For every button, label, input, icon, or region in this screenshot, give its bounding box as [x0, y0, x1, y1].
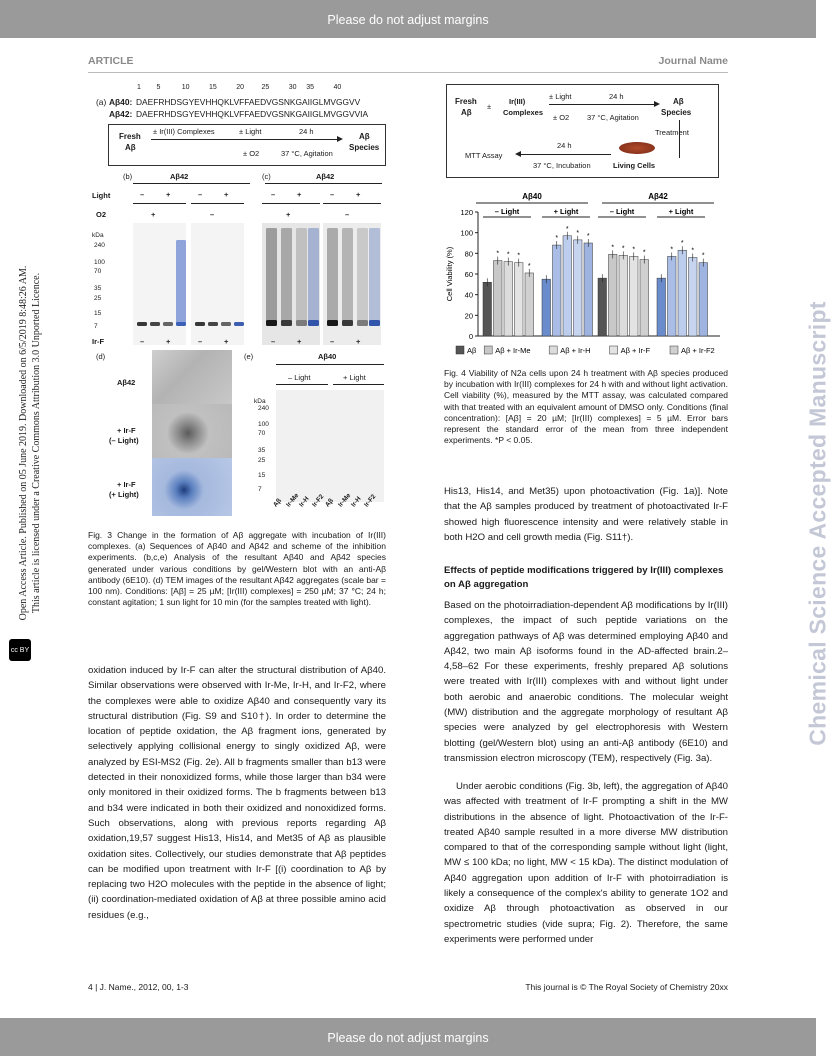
accepted-manuscript-watermark: Chemical Science Accepted Manuscript: [804, 301, 831, 746]
y-tick-label-60: 60: [464, 270, 473, 279]
mw-marker-25: 25: [94, 295, 102, 302]
bar-2-3: [630, 256, 639, 336]
panel-e-mw-marker-25: 25: [258, 457, 266, 464]
irf-sign-4: –: [271, 337, 276, 346]
panel-e-mw-marker-15: 15: [258, 472, 266, 479]
row-light-label: Light: [92, 191, 111, 200]
y-tick-label-0: 0: [468, 332, 473, 341]
scheme-fresh: Fresh: [119, 132, 141, 141]
tem-irf-dark-label2: (– Light): [109, 436, 139, 445]
mw-marker-7: 7: [94, 323, 98, 330]
bar-2-0: [598, 278, 607, 336]
light-sign-6: –: [330, 190, 335, 199]
gel-b1-band-2: [163, 322, 173, 326]
ab42-label: Aβ42:: [109, 109, 133, 119]
legend-swatch-2: [549, 346, 557, 354]
panel-e-rule: [276, 364, 384, 365]
legend-label-1: Aβ + Ir-Me: [495, 346, 531, 355]
light-sign-4: –: [271, 190, 276, 199]
mw-marker-100: 100: [94, 259, 105, 266]
irf-sign-5: +: [297, 337, 302, 346]
sig-star-0-4: *: [527, 262, 531, 270]
group-label-0-0: – Light: [494, 207, 520, 216]
bar-1-4: [584, 243, 593, 336]
scheme-24h: 24 h: [299, 127, 314, 136]
light-sign-2: –: [198, 190, 203, 199]
gel-b2-band-1: [208, 322, 218, 326]
sig-star-2-3: *: [632, 246, 636, 254]
gel-e: [276, 390, 384, 502]
viability-chart: [440, 190, 730, 362]
gel-b1-band-1: [150, 322, 160, 326]
gel-b2-band-2: [221, 322, 231, 326]
panel-e-mw-marker-35: 35: [258, 447, 266, 454]
bar-3-4: [699, 263, 708, 336]
panel-d-label: (d): [96, 352, 106, 361]
tem-image-irf-dark: [152, 404, 232, 462]
gel-b2-band-3: [234, 322, 244, 326]
mw-marker-35: 35: [94, 285, 102, 292]
gel-c1-smear-3: [308, 228, 319, 326]
bar-3-1: [668, 256, 677, 336]
irf-sign-2: –: [198, 337, 203, 346]
panel-e-lane-7: Ir-F2: [363, 493, 378, 509]
gel-b1-smear: [176, 240, 186, 325]
para-1-text: His13, His14, and Met35) upon photoactivation (Fig. 1a)]. Note that the Aβ samples produced by treatment of photoactivated Ir-F showed high fluorescence intensity and were relatively stable in both H2O and cell growth media (Fig. S11†).: [444, 486, 728, 543]
gel-b2-band-0: [195, 322, 205, 326]
panel-e-label: (e): [244, 352, 254, 361]
right-column-para-1: [444, 484, 728, 545]
scheme-light: ± Light: [239, 127, 262, 136]
sig-star-1-2: *: [565, 225, 569, 233]
scheme-species-ab: Aβ: [359, 132, 370, 141]
mtt-arrowhead-1: [654, 101, 660, 107]
residue-positions: 1 5 10 15 20 25 30 35 40: [137, 84, 342, 91]
bar-3-2: [678, 250, 687, 336]
panel-title-0: Aβ40: [522, 192, 542, 201]
gel-c1-smear-2: [296, 228, 307, 326]
gel-c1-smear-0: [266, 228, 277, 326]
mtt-ab: Aβ: [461, 108, 472, 117]
para-3-text: Under aerobic conditions (Fig. 3b, left), the aggregation of Aβ40 was affected with treatment of Ir-F prompting a shift in the MW distributions in the absence of light. Photoactivation of the Ir-F-treated Aβ40 sample resulted in a more diverse MW distribution compared to that of the corresponding sample without light (light, MW ≤ 100 kDa; no light, MW < 15 kDa). The distinct modulation of Aβ40 aggregation upon addition of Ir-F with photoirradiation is likely a consequence of the complex's ability to generate 1O2 and oxidize Aβ through photoactivation as observed in our spectrometric studies (vide supra; Fig. 2). Therefore, the same experiments were performed under: [444, 781, 728, 945]
panel-e-lane-4: Aβ: [324, 497, 335, 509]
mtt-assay: MTT Assay: [465, 151, 503, 160]
scheme-ab: Aβ: [125, 143, 136, 152]
mw-marker-15: 15: [94, 310, 102, 317]
gel-c1-band-2: [296, 320, 307, 326]
gel-c2-band-2: [357, 320, 368, 326]
tem-irf-dark-label1: + Ir-F: [117, 426, 136, 435]
left-para-text: oxidation induced by Ir-F can alter the structural distribution of Aβ40. Similar observations were observed with Ir-Me, Ir-H, and Ir-F2, where the complexes were able to oxidize Aβ40 and consequently vary its structural distribution (Fig. S9 and S10†). In order to determine the location of peptide oxidation, the Aβ fragment ions, generated by selectively applying collisional energy to singly oxidized Aβ, were analyzed by ESI-MS2 (Fig. 2e). All b fragments smaller than b13 were detected in their nonoxidized forms, while those larger than b34 were only monitored in their oxidized forms. The b fragments between b13 and b34 were indicated in both their oxidized and nonoxidized forms. Such observations, along with previous reports regarding Aβ oxidation,19,57 suggest His13, His14, and Met35 of Aβ as plausible oxidation sites. Collectively, our studies demonstrate that Aβ peptides can be modified upon treatment with Ir-F [(i) coordination to Aβ by replacing two H2O molecules with the peptide in the absence of light; (ii) coordination-mediated oxidation of Aβ at three possible amino acid residues (e.g.,: [88, 665, 386, 921]
gel-c2-band-0: [327, 320, 338, 326]
mtt-arrow-1: [549, 104, 657, 105]
legend-label-4: Aβ + Ir-F2: [681, 346, 715, 355]
sig-star-0-3: *: [517, 252, 521, 260]
mtt-species: Species: [661, 108, 692, 117]
sig-star-0-1: *: [496, 250, 500, 258]
panel-e-lane-5: Ir-Me: [337, 492, 353, 509]
row-irf-label: Ir-F: [92, 337, 105, 346]
bar-0-4: [525, 273, 534, 336]
mtt-arrowhead-2: [515, 151, 521, 157]
gel-c2-band-3: [369, 320, 380, 326]
ab40-label: Aβ40:: [109, 97, 133, 107]
gel-c1-band-1: [281, 320, 292, 326]
panel-c-label: (c): [262, 172, 271, 181]
scheme-ir-complexes: ± Ir(III) Complexes: [153, 127, 215, 136]
panel-e-mw-marker-240: 240: [258, 405, 269, 412]
sig-star-3-3: *: [691, 247, 695, 255]
right-column-para-3: [444, 779, 728, 947]
irf-sign-7: +: [356, 337, 361, 346]
panel-e-lane-3: Ir-F2: [311, 493, 326, 509]
mtt-o2: ± O2: [553, 113, 570, 122]
ab40-sequence: DAEFRHDSGYEVHHQKLVFFAEDVGSNKGAIIGLMVGGVV: [136, 97, 361, 107]
y-tick-label-100: 100: [460, 228, 473, 238]
panel-e-dark-rule: [276, 384, 328, 385]
o2-sign-0: +: [151, 210, 156, 219]
panel-title-1: Aβ42: [648, 192, 668, 201]
legend-label-0: Aβ: [467, 346, 477, 355]
bar-1-0: [542, 279, 551, 336]
group-label-1-1: + Light: [668, 207, 694, 216]
panel-e-mw-marker-7: 7: [258, 486, 262, 493]
sig-star-2-1: *: [611, 244, 615, 252]
irf-sign-3: +: [224, 337, 229, 346]
tem-image-irf-light: [152, 458, 232, 516]
light-sign-0: –: [140, 190, 145, 199]
legend-label-3: Aβ + Ir-F: [620, 346, 651, 355]
panel-c-title: Aβ42: [316, 172, 335, 181]
bar-0-0: [483, 282, 492, 336]
scheme-conditions: 37 °C, Agitation: [281, 149, 333, 158]
gel-c1-smear-1: [281, 228, 292, 326]
scheme-species: Species: [349, 143, 380, 152]
fig3-caption-text: Fig. 3 Change in the formation of Aβ aggregate with incubation of Ir(III) complexes. (a) Sequences of Aβ40 and Aβ42 and scheme of the inhibition experiments. (b,c,e) Analysis of the resultant Aβ40 and Aβ42 species generated under various conditions by gel/Western blot with an anti-Aβ antibody (6E10). (d) TEM images of the resultant Aβ42 aggregates (scale bar = 100 nm). Conditions: [Aβ] = 25 µM; [Ir(III) complexes] = 250 µM; 37 °C; 24 h; constant agitation; 1 sun light for 10 min (for the samples treated with light).: [88, 530, 386, 608]
bar-3-3: [689, 257, 698, 336]
mtt-living-cells: Living Cells: [613, 161, 656, 170]
panel-e-mw-marker-70: 70: [258, 430, 266, 437]
panel-e-lane-6: Ir-H: [350, 495, 363, 509]
mtt-scheme: [446, 84, 719, 178]
sig-star-3-2: *: [680, 240, 684, 248]
bar-1-2: [563, 236, 572, 336]
panel-b-label: (b): [123, 172, 133, 181]
header-article: ARTICLE: [88, 55, 134, 67]
sig-star-3-1: *: [670, 246, 674, 254]
tem-irf-light-label2: (+ Light): [109, 490, 139, 499]
open-access-line: Open Access Article. Published on 05 June 2019. Downloaded on 6/5/2019 8:48:26 AM.: [18, 265, 29, 621]
bar-1-1: [553, 245, 562, 336]
sig-star-2-2: *: [621, 245, 625, 253]
scheme-o2: ± O2: [243, 149, 260, 158]
license-line: This article is licensed under a Creative Commons Attribution 3.0 Unported Licence.: [31, 272, 42, 614]
irf-sign-6: –: [330, 337, 335, 346]
mtt-cond: 37 °C, Agitation: [587, 113, 639, 122]
tem-ab42-label: Aβ42: [117, 378, 136, 387]
sig-star-3-4: *: [701, 252, 705, 260]
legend-label-2: Aβ + Ir-H: [560, 346, 591, 355]
light-sign-1: +: [166, 190, 171, 199]
mw-marker-70: 70: [94, 268, 102, 275]
panel-e-kda: kDa: [254, 398, 266, 405]
legend-swatch-1: [484, 346, 492, 354]
o2-sign-3: –: [345, 210, 350, 219]
bar-1-3: [574, 240, 583, 336]
mtt-irc2: Complexes: [503, 108, 544, 117]
cc-by-icon: cc BY: [9, 639, 31, 661]
tem-irf-light-label1: + Ir-F: [117, 480, 136, 489]
panel-e-mw-marker-100: 100: [258, 421, 269, 428]
irf-sign-0: –: [140, 337, 145, 346]
gel-c2-smear-1: [342, 228, 353, 326]
legend-swatch-4: [670, 346, 678, 354]
row-o2-label: O2: [96, 210, 107, 219]
legend-swatch-3: [610, 346, 618, 354]
bar-2-2: [619, 255, 628, 336]
kda-label: kDa: [92, 232, 104, 239]
y-axis-label: Cell Viability (%): [445, 246, 454, 302]
ab42-sequence: DAEFRHDSGYEVHHQKLVFFAEDVGSNKGAIIGLMVGGVVIA: [136, 109, 369, 119]
left-column-para: [88, 663, 386, 923]
bottom-margin-band: Please do not adjust margins: [0, 1018, 816, 1056]
mtt-fresh: Fresh: [455, 97, 477, 106]
gel-c2-smear-3: [369, 228, 380, 326]
legend-swatch-0: [456, 346, 464, 354]
top-margin-band: Please do not adjust margins: [0, 0, 816, 38]
sig-star-2-4: *: [642, 249, 646, 257]
y-tick-label-40: 40: [464, 290, 473, 300]
footer-page-info: 4 | J. Name., 2012, 00, 1-3: [88, 982, 189, 992]
panel-e-lane-1: Ir-Me: [285, 492, 301, 509]
panel-b-title: Aβ42: [170, 172, 189, 181]
mtt-down-line: [679, 120, 680, 158]
group-label-1-0: – Light: [609, 207, 635, 216]
panel-e-light-rule: [333, 384, 384, 385]
bar-3-0: [657, 278, 666, 336]
mtt-pm: ±: [487, 102, 492, 111]
fig3-panel-a-label: (a): [96, 97, 107, 107]
footer-copyright: This journal is © The Royal Society of Chemistry 20xx: [525, 982, 728, 992]
panel-e-lane-2: Ir-H: [298, 495, 311, 509]
mtt-incubation: 37 °C, Incubation: [533, 161, 591, 170]
bar-0-1: [494, 261, 503, 336]
panel-e-plus-light: + Light: [343, 373, 366, 382]
bar-0-3: [515, 263, 524, 336]
figure-4-caption: [444, 368, 728, 446]
gel-b1-band-0: [137, 322, 147, 326]
o2-sign-2: +: [286, 210, 291, 219]
mtt-arrow-2: [521, 154, 611, 155]
irf-sign-1: +: [166, 337, 171, 346]
gel-c2-smear-2: [357, 228, 368, 326]
sig-star-1-3: *: [576, 229, 580, 237]
bar-2-1: [609, 254, 618, 336]
mtt-24h: 24 h: [609, 92, 624, 101]
right-column-para-2: [444, 598, 728, 766]
mtt-treatment: Treatment: [655, 128, 689, 137]
mtt-irc1: Ir(III): [509, 97, 526, 106]
light-sign-5: +: [297, 190, 302, 199]
y-tick-label-120: 120: [460, 208, 473, 217]
mtt-light: ± Light: [549, 92, 572, 101]
light-sign-3: +: [224, 190, 229, 199]
fig4-caption-text: Fig. 4 Viability of N2a cells upon 24 h treatment with Aβ species produced by incubation with Ir(III) complexes for 24 h with and without light activation. Cell viability (%), measured by the MTT assay, was calculated compared with that treated with an equivalent amount of DMSO only. Conditions (final concentration): [Aβ] = 20 µM; [Ir(III) complexes] = 5 µM. Error bars represent the standard error of the mean from three independent experiments. *P < 0.05.: [444, 368, 728, 446]
panel-e-title: Aβ40: [318, 352, 337, 361]
petri-dish-icon: [619, 142, 655, 154]
header-journal-name: Journal Name: [658, 55, 728, 67]
gel-c1-band-0: [266, 320, 277, 326]
group-label-0-1: + Light: [553, 207, 579, 216]
mtt-24h-b: 24 h: [557, 141, 572, 150]
o2-sign-1: –: [210, 210, 215, 219]
gel-c1-band-3: [308, 320, 319, 326]
figure-3-caption: [88, 530, 386, 608]
panel-e-lane-0: Aβ: [272, 497, 283, 509]
gel-c2-smear-0: [327, 228, 338, 326]
bar-2-4: [640, 260, 649, 336]
mtt-species-ab: Aβ: [673, 97, 684, 106]
mw-marker-240: 240: [94, 242, 105, 249]
para-2-text: Based on the photoirradiation-dependent Aβ modifications by Ir(III) complexes, the impact of such peptide variations on the aggregation pathways of Aβ was determined employing Aβ40 and Aβ42, two main Aβ isoforms found in the AD-affected brain.2–4,58–62 For these experiments, freshly prepared Aβ solutions were treated with Ir(III) complexes with and without light under both aerobic and anaerobic conditions. The molecular weight (MW) distribution and the aggregate morphology of resultant Aβ species were analyzed by gel electrophoresis with Western blotting (gel/Western blot) using an anti-Aβ antibody (6E10) and transmission electron microscopy (TEM), respectively (Fig. 3a).: [444, 600, 728, 764]
sig-star-1-4: *: [586, 233, 590, 240]
y-tick-label-20: 20: [464, 311, 473, 321]
tem-image-ab42: [152, 350, 232, 408]
light-sign-7: +: [356, 190, 361, 199]
sig-star-0-2: *: [506, 251, 510, 259]
section-heading: Effects of peptide modifications triggered by Ir(III) complexes on Aβ aggregation: [444, 565, 724, 590]
gel-c2-band-1: [342, 320, 353, 326]
panel-e-minus-light: – Light: [288, 373, 311, 382]
bar-0-2: [504, 262, 513, 336]
sig-star-1-1: *: [555, 235, 559, 243]
y-tick-label-80: 80: [464, 249, 473, 259]
